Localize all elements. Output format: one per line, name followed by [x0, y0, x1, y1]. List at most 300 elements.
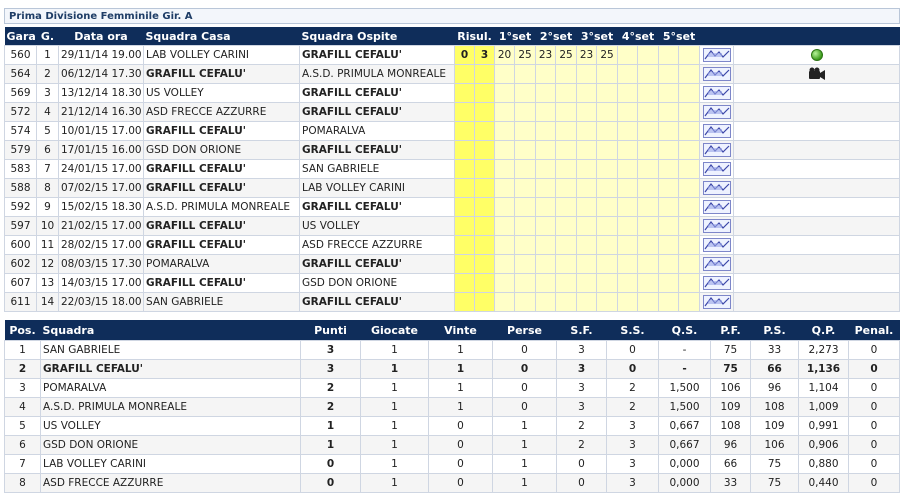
set-score-cell: [679, 217, 700, 236]
tv-stream-icon[interactable]: [703, 219, 731, 233]
punti-cell: 0: [301, 474, 361, 493]
tv-cell[interactable]: [700, 84, 734, 103]
qs-cell: 1,500: [659, 398, 711, 417]
set-score-cell: [618, 255, 638, 274]
col-penal: Penal.: [849, 320, 900, 341]
ss-cell: 2: [607, 398, 659, 417]
set-score-cell: [638, 141, 659, 160]
gara-cell: 600: [5, 236, 37, 255]
set-score-cell: [577, 293, 597, 312]
status-cell: [734, 65, 900, 84]
set-score-cell: [618, 179, 638, 198]
set-score-cell: [495, 84, 515, 103]
col-ps: P.S.: [751, 320, 799, 341]
set-score-cell: [679, 84, 700, 103]
set-score-cell: [659, 255, 679, 274]
perse-cell: 0: [493, 341, 557, 360]
perse-cell: 0: [493, 360, 557, 379]
giornata-cell: 9: [37, 198, 59, 217]
result-cell: [455, 293, 475, 312]
perse-cell: 1: [493, 474, 557, 493]
set-score-cell: [536, 103, 556, 122]
table-row[interactable]: [5, 84, 900, 103]
col-data-ora: Data ora: [59, 27, 144, 46]
tv-stream-icon[interactable]: [703, 200, 731, 214]
punti-cell: 1: [301, 417, 361, 436]
result-cell: [475, 103, 495, 122]
result-cell: [455, 65, 475, 84]
pos-cell: 3: [5, 379, 41, 398]
qp-cell: 1,104: [799, 379, 849, 398]
squadra-cell: US VOLLEY: [41, 417, 301, 436]
gara-cell: 579: [5, 141, 37, 160]
tv-cell[interactable]: [700, 274, 734, 293]
set-score-cell: [679, 141, 700, 160]
tv-cell[interactable]: [700, 217, 734, 236]
tv-cell[interactable]: [700, 141, 734, 160]
table-row[interactable]: [5, 217, 900, 236]
set-score-cell: [659, 160, 679, 179]
table-row[interactable]: [5, 179, 900, 198]
set-score-cell: [638, 217, 659, 236]
set-score-cell: [679, 255, 700, 274]
set-score-cell: [577, 84, 597, 103]
set-score-cell: [659, 84, 679, 103]
set-score-cell: [515, 179, 536, 198]
ss-cell: 3: [607, 474, 659, 493]
perse-cell: 0: [493, 398, 557, 417]
set-score-cell: [659, 141, 679, 160]
qp-cell: 0,991: [799, 417, 849, 436]
set-score-cell: [536, 122, 556, 141]
set-score-cell: [659, 46, 679, 65]
col-pos: Pos.: [5, 320, 41, 341]
data-ora-cell: 17/01/15 16.00: [59, 141, 144, 160]
tv-cell[interactable]: [700, 236, 734, 255]
tv-stream-icon[interactable]: [703, 257, 731, 271]
col-set3: 3°set: [577, 27, 618, 46]
ps-cell: 106: [751, 436, 799, 455]
sf-cell: 3: [557, 398, 607, 417]
sf-cell: 2: [557, 417, 607, 436]
result-cell: [475, 255, 495, 274]
set-score-cell: [679, 122, 700, 141]
squadra-ospite-cell: GRAFILL CEFALU': [300, 141, 455, 160]
perse-cell: 0: [493, 379, 557, 398]
table-row[interactable]: [5, 160, 900, 179]
set-score-cell: 25: [597, 46, 618, 65]
ss-cell: 3: [607, 455, 659, 474]
table-row[interactable]: [5, 255, 900, 274]
result-cell: [475, 236, 495, 255]
tv-stream-icon[interactable]: [703, 295, 731, 309]
result-cell: [475, 198, 495, 217]
set-score-cell: [679, 236, 700, 255]
table-row[interactable]: [5, 341, 900, 360]
standings-table: [4, 320, 900, 493]
giornata-cell: 13: [37, 274, 59, 293]
squadra-ospite-cell: US VOLLEY: [300, 217, 455, 236]
set-score-cell: 23: [577, 46, 597, 65]
tv-cell[interactable]: [700, 255, 734, 274]
set-score-cell: [556, 293, 577, 312]
data-ora-cell: 14/03/15 17.00: [59, 274, 144, 293]
set-score-cell: [618, 236, 638, 255]
ps-cell: 75: [751, 474, 799, 493]
table-row[interactable]: [5, 417, 900, 436]
standings-header-row: [5, 320, 900, 341]
set-score-cell: [577, 103, 597, 122]
set-score-cell: [638, 274, 659, 293]
set-score-cell: [515, 198, 536, 217]
qs-cell: -: [659, 341, 711, 360]
col-squadra-casa: Squadra Casa: [144, 27, 300, 46]
set-score-cell: [618, 84, 638, 103]
tv-stream-icon[interactable]: [703, 143, 731, 157]
set-score-cell: [638, 179, 659, 198]
tv-stream-icon[interactable]: [703, 238, 731, 252]
table-row[interactable]: [5, 65, 900, 84]
status-cell: [734, 84, 900, 103]
set-score-cell: [638, 255, 659, 274]
status-cell: [734, 103, 900, 122]
penal-cell: 0: [849, 379, 900, 398]
penal-cell: 0: [849, 360, 900, 379]
sf-cell: 2: [557, 436, 607, 455]
squadra-ospite-cell: LAB VOLLEY CARINI: [300, 179, 455, 198]
tv-cell[interactable]: [700, 160, 734, 179]
set-score-cell: [536, 198, 556, 217]
pf-cell: 96: [711, 436, 751, 455]
tv-cell[interactable]: [700, 103, 734, 122]
squadra-cell: A.S.D. PRIMULA MONREALE: [41, 398, 301, 417]
result-cell: [475, 160, 495, 179]
result-cell: [455, 274, 475, 293]
giornata-cell: 12: [37, 255, 59, 274]
tv-cell[interactable]: [700, 179, 734, 198]
squadra-ospite-cell: A.S.D. PRIMULA MONREALE: [300, 65, 455, 84]
set-score-cell: [577, 255, 597, 274]
gara-cell: 572: [5, 103, 37, 122]
result-cell: 3: [475, 46, 495, 65]
set-score-cell: [515, 293, 536, 312]
col-qs: Q.S.: [659, 320, 711, 341]
col-set2: 2°set: [536, 27, 577, 46]
set-score-cell: [515, 103, 536, 122]
set-score-cell: [536, 293, 556, 312]
status-cell: [734, 198, 900, 217]
set-score-cell: [597, 122, 618, 141]
set-score-cell: [556, 84, 577, 103]
penal-cell: 0: [849, 398, 900, 417]
col-set4: 4°set: [618, 27, 659, 46]
data-ora-cell: 13/12/14 18.30: [59, 84, 144, 103]
ps-cell: 108: [751, 398, 799, 417]
set-score-cell: [577, 274, 597, 293]
data-ora-cell: 24/01/15 17.00: [59, 160, 144, 179]
squadra-ospite-cell: SAN GABRIELE: [300, 160, 455, 179]
penal-cell: 0: [849, 436, 900, 455]
data-ora-cell: 08/03/15 17.30: [59, 255, 144, 274]
sf-cell: 0: [557, 455, 607, 474]
gara-cell: 602: [5, 255, 37, 274]
set-score-cell: [659, 217, 679, 236]
set-score-cell: [577, 141, 597, 160]
result-cell: [475, 65, 495, 84]
status-cell: [734, 293, 900, 312]
table-row[interactable]: [5, 236, 900, 255]
set-score-cell: [515, 65, 536, 84]
tv-stream-icon[interactable]: [703, 276, 731, 290]
result-cell: [475, 84, 495, 103]
set-score-cell: [577, 236, 597, 255]
col-qp: Q.P.: [799, 320, 849, 341]
giornata-cell: 14: [37, 293, 59, 312]
data-ora-cell: 21/12/14 16.30: [59, 103, 144, 122]
tv-cell[interactable]: [700, 198, 734, 217]
set-score-cell: [515, 84, 536, 103]
table-row[interactable]: [5, 198, 900, 217]
giornata-cell: 10: [37, 217, 59, 236]
camera-icon[interactable]: [808, 67, 826, 81]
squadra-casa-cell: GRAFILL CEFALU': [144, 217, 300, 236]
squadra-ospite-cell: GRAFILL CEFALU': [300, 84, 455, 103]
set-score-cell: [495, 293, 515, 312]
squadra-casa-cell: GRAFILL CEFALU': [144, 236, 300, 255]
giocate-cell: 1: [361, 417, 429, 436]
squadra-ospite-cell: GRAFILL CEFALU': [300, 103, 455, 122]
pos-cell: 4: [5, 398, 41, 417]
table-row[interactable]: [5, 103, 900, 122]
ss-cell: 3: [607, 417, 659, 436]
squadra-ospite-cell: GRAFILL CEFALU': [300, 198, 455, 217]
col-punti: Punti: [301, 320, 361, 341]
ps-cell: 66: [751, 360, 799, 379]
table-row[interactable]: [5, 274, 900, 293]
gara-cell: 597: [5, 217, 37, 236]
pos-cell: 5: [5, 417, 41, 436]
result-cell: [455, 122, 475, 141]
qp-cell: 2,273: [799, 341, 849, 360]
set-score-cell: [679, 103, 700, 122]
set-score-cell: [515, 160, 536, 179]
set-score-cell: [495, 65, 515, 84]
set-score-cell: [577, 217, 597, 236]
col-giornata: G.: [37, 27, 59, 46]
set-score-cell: [618, 122, 638, 141]
table-row[interactable]: [5, 122, 900, 141]
result-cell: [475, 274, 495, 293]
squadra-casa-cell: GRAFILL CEFALU': [144, 65, 300, 84]
table-row[interactable]: [5, 379, 900, 398]
tv-cell[interactable]: [700, 293, 734, 312]
set-score-cell: [536, 236, 556, 255]
gara-cell: 592: [5, 198, 37, 217]
set-score-cell: [659, 274, 679, 293]
set-score-cell: [556, 103, 577, 122]
tv-stream-icon[interactable]: [703, 67, 731, 81]
gara-cell: 560: [5, 46, 37, 65]
tv-cell[interactable]: [700, 122, 734, 141]
table-row[interactable]: [5, 293, 900, 312]
squadra-casa-cell: LAB VOLLEY CARINI: [144, 46, 300, 65]
squadra-casa-cell: GRAFILL CEFALU': [144, 274, 300, 293]
squadra-ospite-cell: GRAFILL CEFALU': [300, 293, 455, 312]
sf-cell: 0: [557, 474, 607, 493]
vinte-cell: 0: [429, 436, 493, 455]
set-score-cell: [515, 122, 536, 141]
gara-cell: 564: [5, 65, 37, 84]
ps-cell: 109: [751, 417, 799, 436]
penal-cell: 0: [849, 341, 900, 360]
gara-cell: 607: [5, 274, 37, 293]
set-score-cell: [556, 198, 577, 217]
set-score-cell: [597, 198, 618, 217]
set-score-cell: [638, 65, 659, 84]
set-score-cell: [556, 236, 577, 255]
giornata-cell: 6: [37, 141, 59, 160]
gara-cell: 569: [5, 84, 37, 103]
status-cell: [734, 122, 900, 141]
result-cell: [475, 141, 495, 160]
table-row[interactable]: [5, 360, 900, 379]
data-ora-cell: 06/12/14 17.30: [59, 65, 144, 84]
pf-cell: 75: [711, 360, 751, 379]
col-set5: 5°set: [659, 27, 700, 46]
set-score-cell: [679, 179, 700, 198]
pf-cell: 33: [711, 474, 751, 493]
set-score-cell: [536, 84, 556, 103]
qp-cell: 0,880: [799, 455, 849, 474]
set-score-cell: [659, 65, 679, 84]
tv-stream-icon[interactable]: [703, 105, 731, 119]
set-score-cell: [597, 103, 618, 122]
tv-cell[interactable]: [700, 46, 734, 65]
qp-cell: 1,136: [799, 360, 849, 379]
set-score-cell: 20: [495, 46, 515, 65]
gara-cell: 583: [5, 160, 37, 179]
set-score-cell: [659, 179, 679, 198]
pos-cell: 2: [5, 360, 41, 379]
giocate-cell: 1: [361, 474, 429, 493]
set-score-cell: 25: [515, 46, 536, 65]
set-score-cell: [515, 255, 536, 274]
tv-stream-icon[interactable]: [703, 181, 731, 195]
table-row[interactable]: [5, 436, 900, 455]
result-cell: [455, 84, 475, 103]
giornata-cell: 1: [37, 46, 59, 65]
set-score-cell: [638, 103, 659, 122]
set-score-cell: [659, 103, 679, 122]
punti-cell: 2: [301, 398, 361, 417]
col-vinte: Vinte: [429, 320, 493, 341]
pf-cell: 108: [711, 417, 751, 436]
tv-stream-icon[interactable]: [703, 48, 731, 62]
set-score-cell: [679, 198, 700, 217]
giocate-cell: 1: [361, 379, 429, 398]
giocate-cell: 1: [361, 436, 429, 455]
tv-cell[interactable]: [700, 65, 734, 84]
col-squadra: Squadra: [41, 320, 301, 341]
status-cell: [734, 274, 900, 293]
qs-cell: 1,500: [659, 379, 711, 398]
perse-cell: 1: [493, 436, 557, 455]
status-cell: [734, 217, 900, 236]
tv-stream-icon[interactable]: [703, 124, 731, 138]
set-score-cell: [597, 293, 618, 312]
col-giocate: Giocate: [361, 320, 429, 341]
data-ora-cell: 29/11/14 19.00: [59, 46, 144, 65]
set-score-cell: [659, 198, 679, 217]
table-row[interactable]: [5, 474, 900, 493]
squadra-cell: ASD FRECCE AZZURRE: [41, 474, 301, 493]
set-score-cell: [618, 274, 638, 293]
status-cell: [734, 179, 900, 198]
result-cell: [475, 217, 495, 236]
status-cell: [734, 160, 900, 179]
pos-cell: 1: [5, 341, 41, 360]
ps-cell: 96: [751, 379, 799, 398]
qp-cell: 1,009: [799, 398, 849, 417]
squadra-casa-cell: GSD DON ORIONE: [144, 141, 300, 160]
table-row[interactable]: [5, 46, 900, 65]
data-ora-cell: 28/02/15 17.00: [59, 236, 144, 255]
giornata-cell: 11: [37, 236, 59, 255]
table-row[interactable]: [5, 398, 900, 417]
table-row[interactable]: [5, 141, 900, 160]
vinte-cell: 0: [429, 417, 493, 436]
table-row[interactable]: [5, 455, 900, 474]
qs-cell: 0,000: [659, 455, 711, 474]
giocate-cell: 1: [361, 455, 429, 474]
tv-stream-icon[interactable]: [703, 86, 731, 100]
sf-cell: 3: [557, 341, 607, 360]
set-score-cell: [577, 122, 597, 141]
result-cell: [455, 141, 475, 160]
giocate-cell: 1: [361, 398, 429, 417]
status-cell: [734, 46, 900, 65]
vinte-cell: 0: [429, 474, 493, 493]
squadra-ospite-cell: POMARALVA: [300, 122, 455, 141]
result-cell: [455, 236, 475, 255]
set-score-cell: [659, 293, 679, 312]
col-pf: P.F.: [711, 320, 751, 341]
set-score-cell: [618, 141, 638, 160]
giocate-cell: 1: [361, 341, 429, 360]
set-score-cell: [495, 103, 515, 122]
set-score-cell: [597, 255, 618, 274]
giornata-cell: 4: [37, 103, 59, 122]
set-score-cell: [515, 141, 536, 160]
set-score-cell: [597, 217, 618, 236]
qs-cell: 0,667: [659, 436, 711, 455]
col-gara: Gara: [5, 27, 37, 46]
tv-stream-icon[interactable]: [703, 162, 731, 176]
set-score-cell: [495, 255, 515, 274]
squadra-casa-cell: GRAFILL CEFALU': [144, 122, 300, 141]
set-score-cell: [556, 65, 577, 84]
qs-cell: 0,667: [659, 417, 711, 436]
set-score-cell: [618, 103, 638, 122]
data-ora-cell: 07/02/15 17.00: [59, 179, 144, 198]
set-score-cell: [618, 160, 638, 179]
squadra-ospite-cell: ASD FRECCE AZZURRE: [300, 236, 455, 255]
col-sf: S.F.: [557, 320, 607, 341]
ps-cell: 33: [751, 341, 799, 360]
gara-cell: 611: [5, 293, 37, 312]
squadra-cell: LAB VOLLEY CARINI: [41, 455, 301, 474]
squadra-casa-cell: GRAFILL CEFALU': [144, 160, 300, 179]
